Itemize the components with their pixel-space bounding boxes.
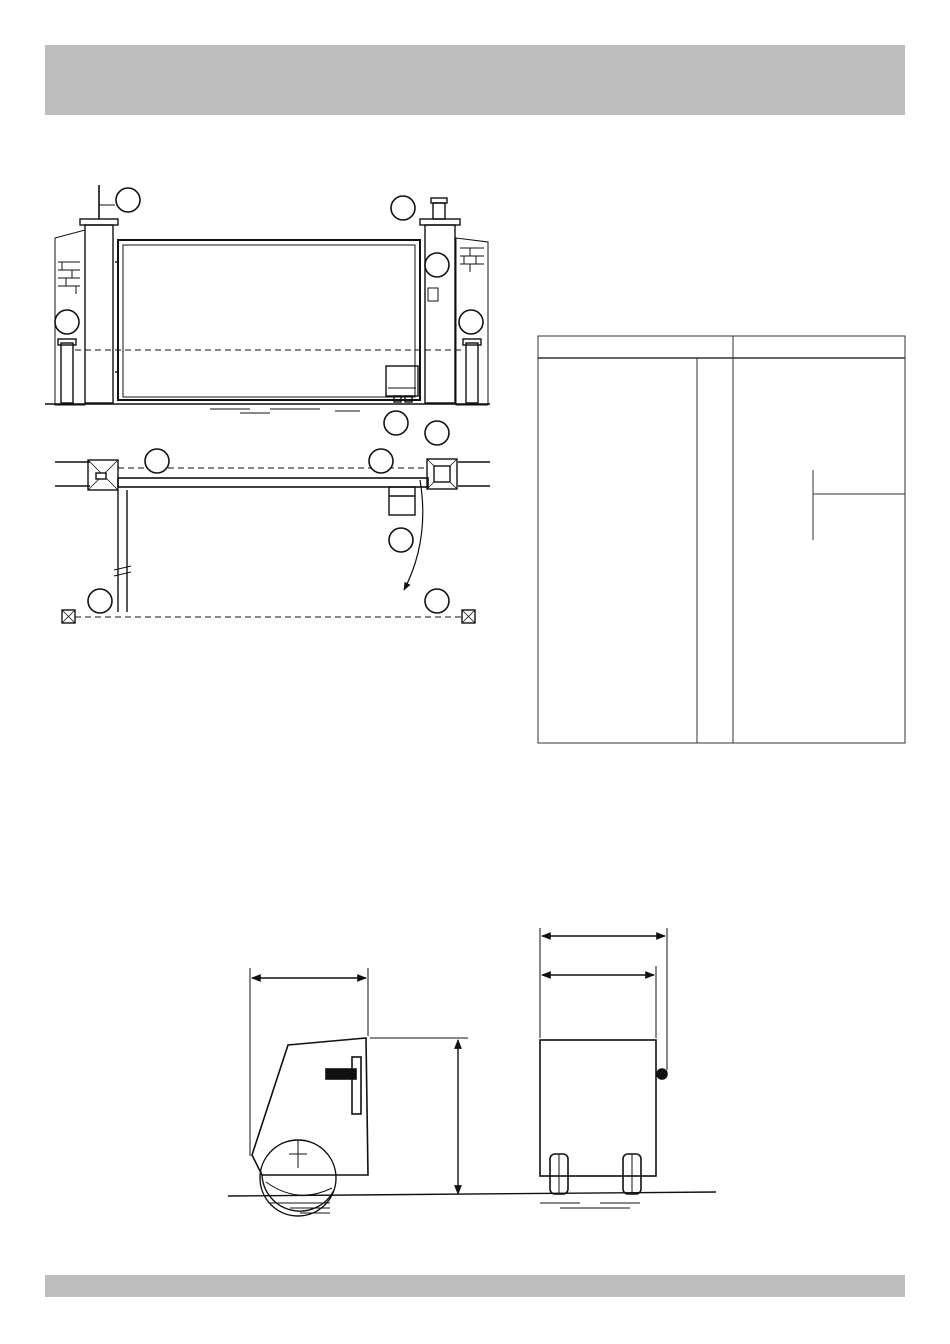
flashing-light <box>433 203 445 219</box>
motor-plan <box>389 487 415 515</box>
callout-markers-plan <box>88 421 449 613</box>
left-pillar <box>85 225 113 403</box>
motor-front-view <box>540 928 667 1208</box>
footer-band <box>45 1275 905 1297</box>
callout-markers <box>55 188 483 435</box>
motor-unit <box>386 366 418 396</box>
spec-table-grid <box>538 336 905 743</box>
gate-elevation-drawing <box>55 185 488 405</box>
right-pillar <box>425 225 455 403</box>
gate-elevation-details <box>45 339 490 413</box>
motor-side-view <box>228 968 716 1216</box>
